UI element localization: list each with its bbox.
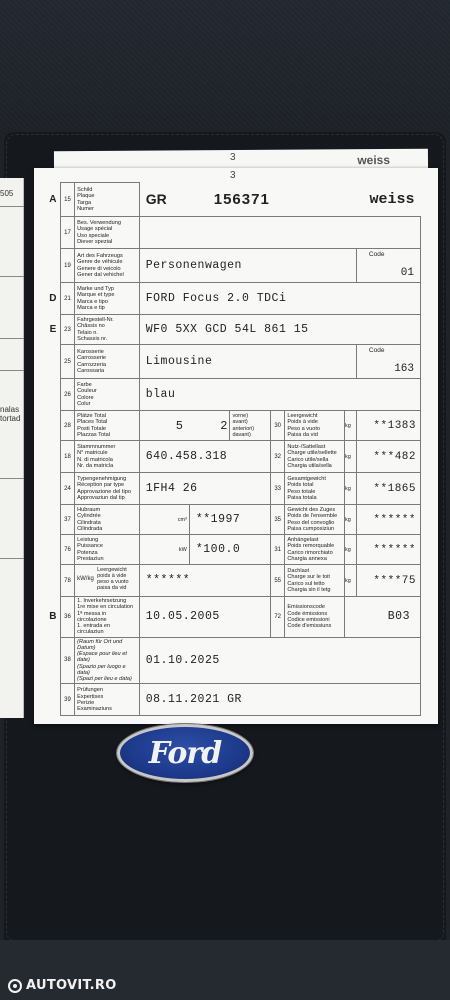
field-38-number: 38 bbox=[60, 637, 74, 684]
field-15-number: 15 bbox=[60, 183, 74, 217]
row-special-use bbox=[46, 217, 421, 249]
field-25-number: 25 bbox=[60, 345, 74, 379]
field-32-unit: kg bbox=[345, 441, 357, 473]
back-page-fragment: weiss bbox=[357, 152, 391, 168]
body-code-cell bbox=[356, 345, 420, 379]
code-label: Code bbox=[368, 251, 385, 258]
color-value: blau bbox=[139, 379, 420, 411]
section-a-label: A bbox=[49, 194, 57, 205]
trailer-load-value: ****** bbox=[356, 535, 420, 565]
make-type-value: FORD Focus 2.0 TDCi bbox=[139, 283, 420, 315]
empty-weight-value: **1383 bbox=[356, 411, 420, 441]
field-72-number: 72 bbox=[271, 597, 285, 638]
field-19-number: 19 bbox=[60, 249, 74, 283]
plate-color: weiss bbox=[369, 190, 415, 208]
field-28-number: 28 bbox=[60, 411, 74, 441]
plate-canton: GR bbox=[145, 190, 167, 207]
field-18-number: 18 bbox=[60, 441, 74, 473]
field-76-number: 76 bbox=[60, 535, 74, 565]
left-page-number-fragment: 505 bbox=[0, 189, 14, 198]
left-page-text-fragment-2: tortad bbox=[0, 414, 21, 423]
field-24-label: Typengenehmigung Réception par type Approvazione del tipo Approvaziun dal tip bbox=[75, 473, 140, 505]
seats-front: 2 bbox=[220, 419, 228, 433]
autovit-logo-icon bbox=[8, 979, 22, 993]
body-value: Limousine bbox=[139, 345, 356, 379]
field-28-label: Plätze Total Places Total Posti Totale Plazzas Total bbox=[75, 411, 140, 441]
field-32-label: Nutz-/Sattellast Charge utile/sellette Carico utile/sella Chargia utila/sella bbox=[285, 441, 345, 473]
row-matricule-payload bbox=[46, 441, 421, 473]
field-31-number: 31 bbox=[271, 535, 285, 565]
place-date-value: 01.10.2025 bbox=[139, 637, 420, 684]
row-inspections bbox=[46, 684, 421, 716]
seats-front-label: vorne) avant) anteriori) davant) bbox=[230, 411, 271, 441]
field-23-label: Fahrgestell-Nr. Châssis no Telaio n. Schassis nr. bbox=[75, 315, 140, 345]
field-26-number: 26 bbox=[60, 379, 74, 411]
row-displacement-train-weight bbox=[46, 505, 421, 535]
field-25-label: Karosserie Carrosserie Carrozzeria Carossaria bbox=[75, 345, 140, 379]
field-36-number: 36 bbox=[60, 597, 74, 638]
field-36-label: 1. Inverkehrsetzung 1re mise en circulation 1ª messa in circolazione 1. entrada en circulaziun bbox=[75, 597, 140, 638]
field-78-label-2: Leergewicht poids à vide peso a vuoto paisa da vid bbox=[97, 567, 129, 592]
field-38-label: (Raum für Ort und Datum) (Espace pour lieu et date) (Spazio per luogo e data) (Spazi per lieu e data) bbox=[75, 637, 140, 684]
code-label: Code bbox=[368, 347, 385, 354]
field-55-number: 55 bbox=[271, 565, 285, 597]
field-33-label: Gesamtgewicht Poids total Peso totale Paisa totala bbox=[285, 473, 345, 505]
field-31-unit: kg bbox=[345, 535, 357, 565]
ford-logo-text: Ford bbox=[148, 735, 222, 771]
row-body bbox=[46, 345, 421, 379]
row-make-type bbox=[46, 283, 421, 315]
field-76-label: Leistung Puissance Potenza Prestaziun bbox=[75, 535, 140, 565]
field-37-unit: cm³ bbox=[139, 505, 189, 535]
displacement-value: **1997 bbox=[189, 505, 270, 535]
vehicle-kind-code-cell bbox=[356, 249, 420, 283]
plate-number: 156371 bbox=[213, 190, 270, 208]
field-35-unit: kg bbox=[345, 505, 357, 535]
matricule-value: 640.458.318 bbox=[139, 441, 270, 473]
field-30-number: 30 bbox=[271, 411, 285, 441]
ford-logo bbox=[117, 724, 253, 782]
background-top bbox=[0, 0, 450, 140]
field-30-label: Leergewicht Poids à vide Peso a vuoto Paisa da vid bbox=[285, 411, 345, 441]
field-76-unit: kW bbox=[139, 535, 189, 565]
inspection-value: 08.11.2021 GR bbox=[139, 684, 420, 716]
sheet-page-number: 3 bbox=[230, 170, 236, 181]
field-24-number: 24 bbox=[60, 473, 74, 505]
chassis-number-value: WF0 5XX GCD 54L 861 15 bbox=[139, 315, 420, 345]
row-plate bbox=[46, 183, 421, 217]
field-35-number: 35 bbox=[271, 505, 285, 535]
emission-code-value: B03 bbox=[345, 597, 421, 638]
watermark bbox=[8, 978, 117, 993]
total-weight-value: **1865 bbox=[356, 473, 420, 505]
field-39-number: 39 bbox=[60, 684, 74, 716]
watermark-text: AUTOVIT.RO bbox=[26, 978, 117, 993]
section-d-label: D bbox=[49, 293, 57, 304]
payload-value: ***482 bbox=[356, 441, 420, 473]
field-30-unit: kg bbox=[345, 411, 357, 441]
field-37-label: Hubraum Cylindrée Cilindrata Cilindrada bbox=[75, 505, 140, 535]
row-vehicle-kind bbox=[46, 249, 421, 283]
row-chassis bbox=[46, 315, 421, 345]
field-23-number: 23 bbox=[60, 315, 74, 345]
field-31-label: Anhängelast Poids remorquable Carico rimorchiato Chargia annexa bbox=[285, 535, 345, 565]
train-weight-value: ****** bbox=[356, 505, 420, 535]
field-33-number: 33 bbox=[271, 473, 285, 505]
registration-table bbox=[46, 182, 421, 716]
field-26-label: Farbe Couleur Colore Colur bbox=[75, 379, 140, 411]
left-page-edge bbox=[0, 178, 24, 718]
row-place-date bbox=[46, 637, 421, 684]
first-registration-value: 10.05.2005 bbox=[139, 597, 270, 638]
section-b-label: B bbox=[49, 611, 57, 623]
vehicle-kind-value: Personenwagen bbox=[139, 249, 356, 283]
roof-load-value: ****75 bbox=[356, 565, 420, 597]
field-35-label: Gewicht des Zuges Poids de l'ensemble Peso del convoglio Paisa cumposiziun bbox=[285, 505, 345, 535]
field-33-unit: kg bbox=[345, 473, 357, 505]
section-e-label: E bbox=[49, 324, 57, 335]
row-first-registration-emissions bbox=[46, 597, 421, 638]
row-type-approval-total-weight bbox=[46, 473, 421, 505]
field-78-number: 78 bbox=[60, 565, 74, 597]
field-19-label: Art des Fahrzeugs Genre de véhicule Genere di veicolo Gener dal vehichel bbox=[75, 249, 140, 283]
field-21-number: 21 bbox=[60, 283, 74, 315]
vehicle-kind-code: 01 bbox=[400, 267, 414, 279]
field-18-label: Stammnummer N° matricule N. di matricola Nr. da matricla bbox=[75, 441, 140, 473]
row-power-trailer-load bbox=[46, 535, 421, 565]
power-weight-ratio-value: ****** bbox=[139, 565, 270, 597]
power-value: *100.0 bbox=[189, 535, 270, 565]
row-color bbox=[46, 379, 421, 411]
field-17-label: Bes. Verwendung Usage spécial Uso speciale Diever spezial bbox=[75, 217, 140, 249]
field-78-label: kW/kg bbox=[77, 576, 94, 582]
seats-total: 5 bbox=[175, 419, 183, 433]
body-code: 163 bbox=[394, 363, 414, 375]
field-39-label: Prüfungen Expertises Perizie Examinaziuns bbox=[75, 684, 140, 716]
field-37-number: 37 bbox=[60, 505, 74, 535]
field-72-label: Emissionscode Code émissions Codice emissioni Code d'emissiuns bbox=[285, 597, 345, 638]
row-seats-empty-weight bbox=[46, 411, 421, 441]
row-power-weight-roof-load bbox=[46, 565, 421, 597]
field-15-label: Schild Plaque Targa Numer bbox=[75, 183, 140, 217]
field-55-label: Dachlast Charge sur le toit Carico sul tetto Chargia sin il tetg bbox=[285, 565, 345, 597]
field-32-number: 32 bbox=[271, 441, 285, 473]
back-page-number: 3 bbox=[230, 152, 236, 163]
field-55-unit: kg bbox=[345, 565, 357, 597]
field-21-label: Marke und Typ Marque et type Marca e tipo Marca e tip bbox=[75, 283, 140, 315]
field-17-number: 17 bbox=[60, 217, 74, 249]
field-17-value bbox=[139, 217, 420, 249]
registration-sheet bbox=[34, 168, 438, 724]
left-page-text-fragment-1: nalas bbox=[0, 405, 20, 414]
type-approval-value: 1FH4 26 bbox=[139, 473, 270, 505]
